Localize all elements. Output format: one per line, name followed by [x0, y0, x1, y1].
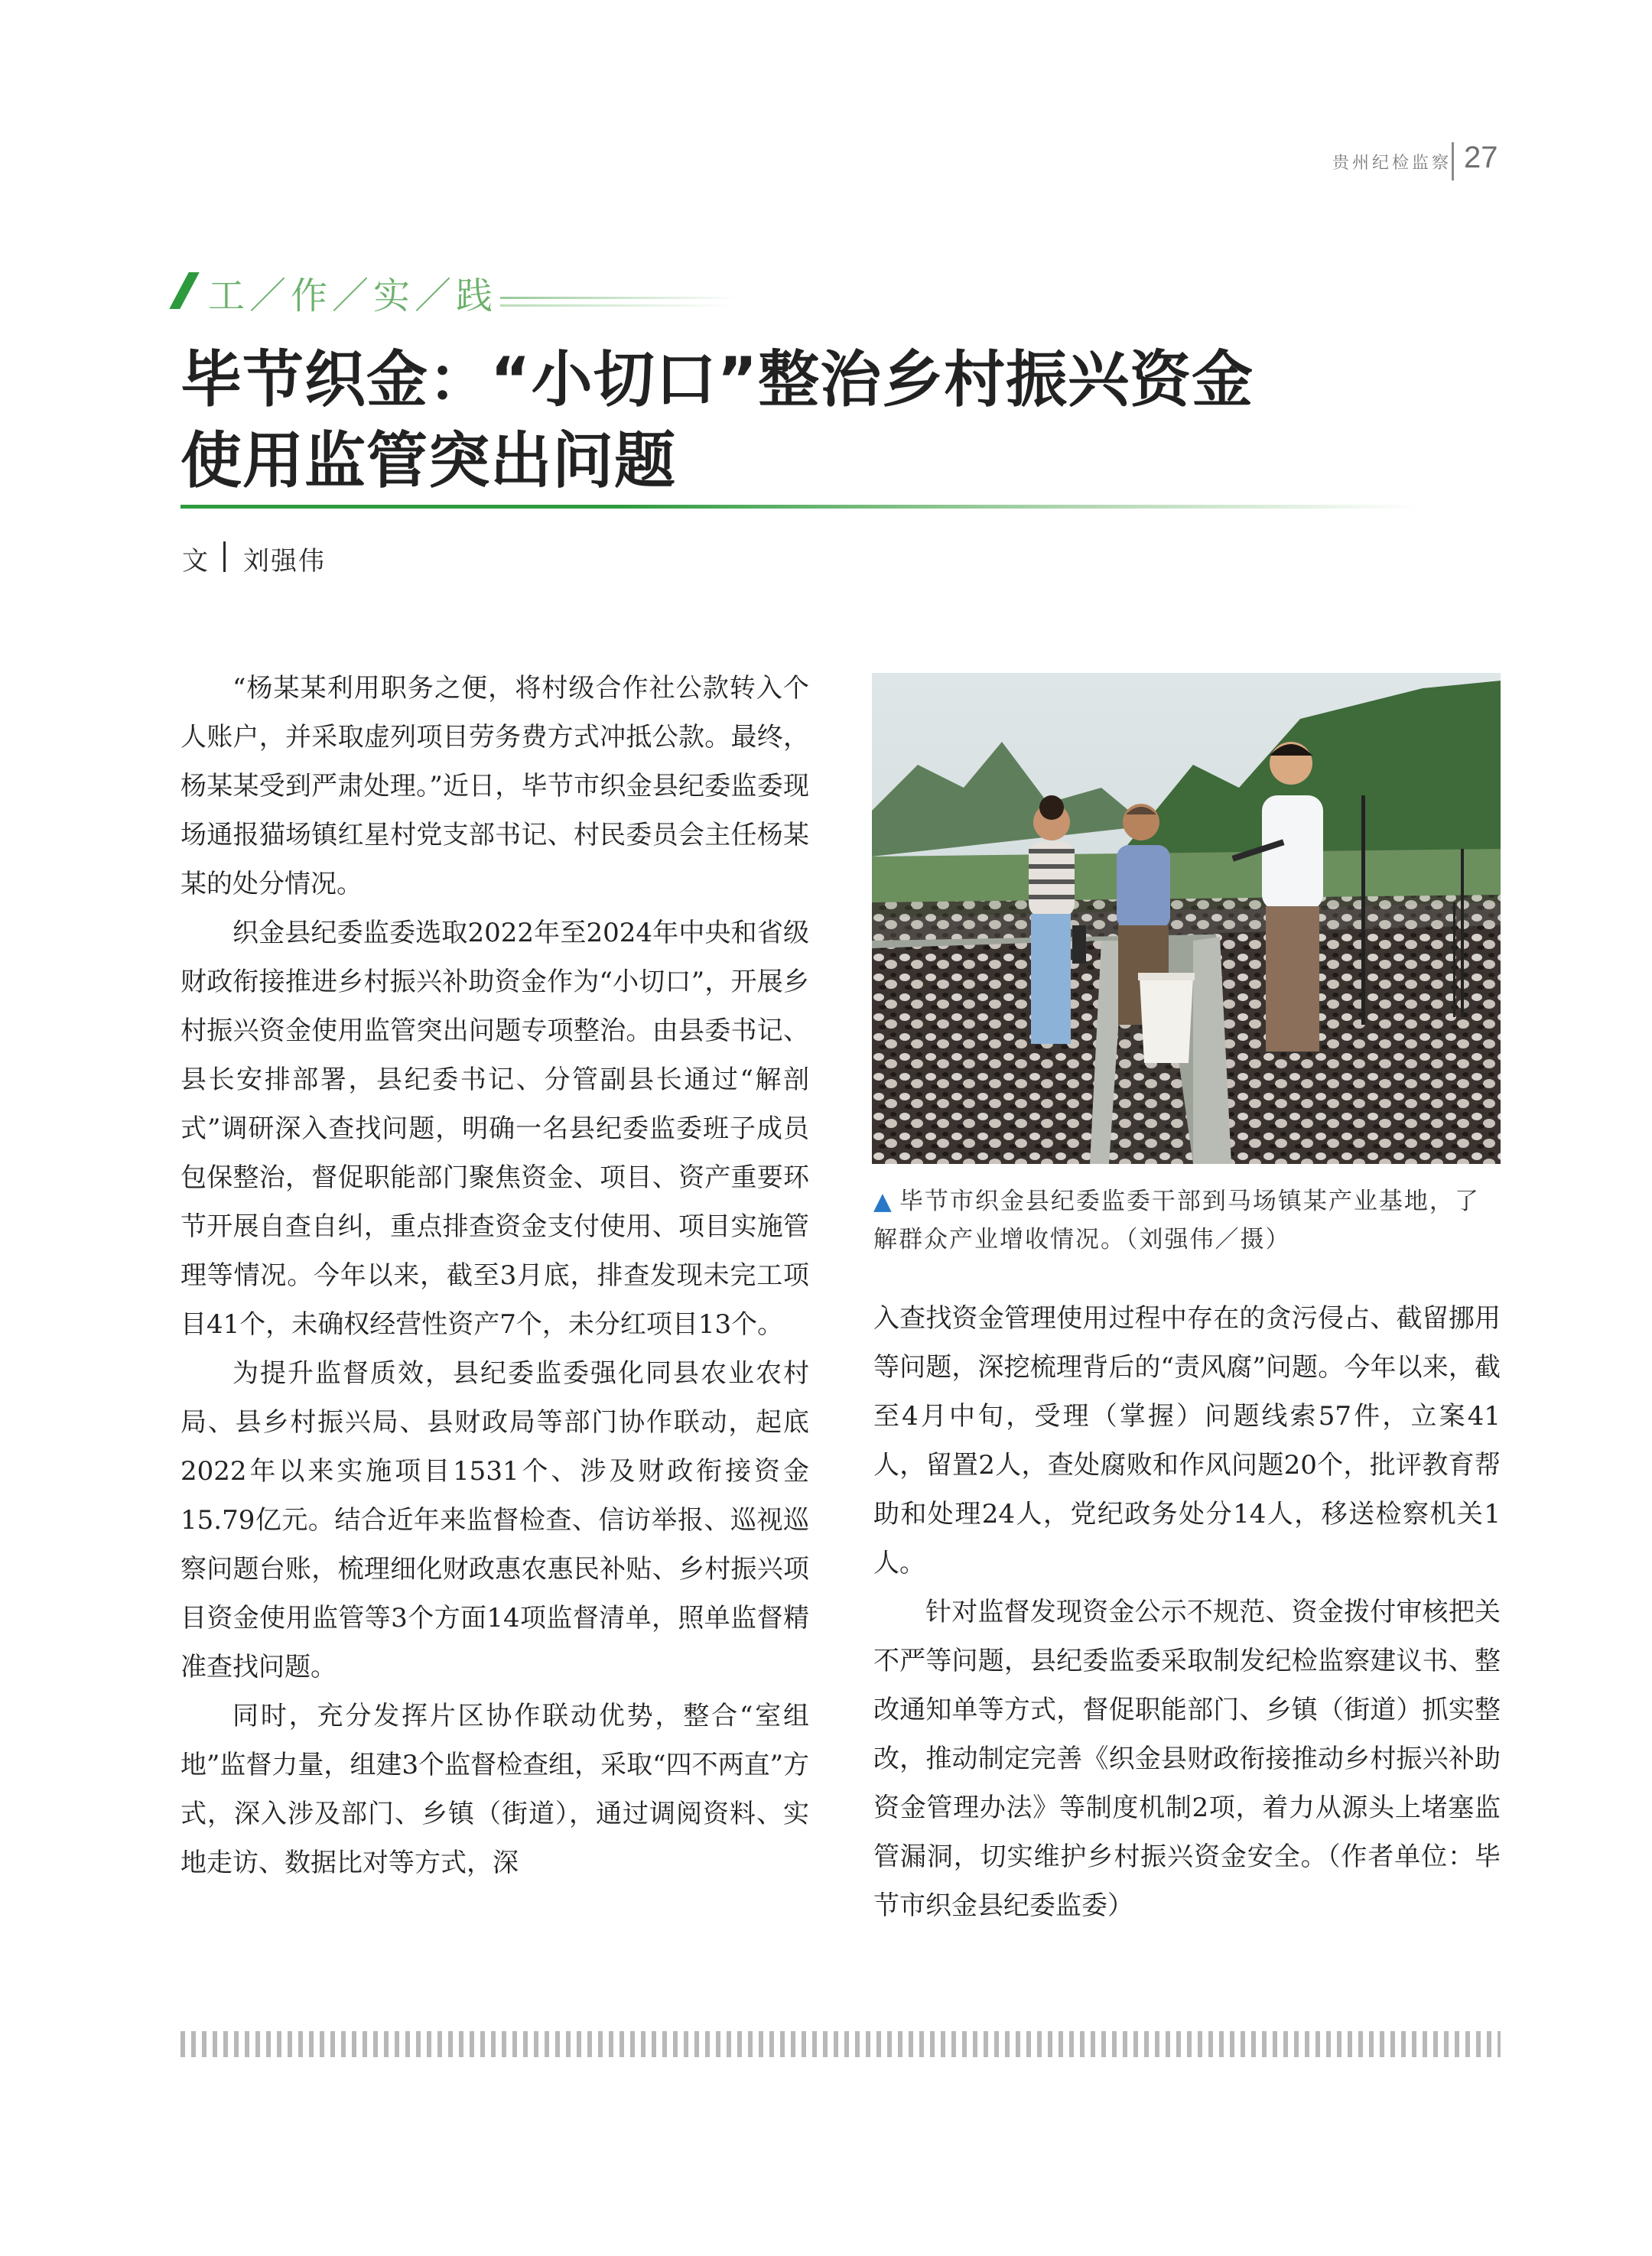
publication-name: 贵州纪检监察 — [1332, 154, 1452, 173]
caption-text: 毕节市织金县纪委监委干部到马场镇某产业基地，了解群众产业增收情况。（刘强伟／摄） — [873, 1188, 1480, 1253]
body-paragraph: “杨某某利用职务之便，将村级合作社公款转入个人账户，并采取虚列项目劳务费方式冲抵公款。最终，杨某某受到严肃处理。”近日，毕节市织金县纪委监委现场通报猫场镇红星村党支部书记、村民委员会主任杨某某的处分情况。 — [180, 673, 809, 899]
byline-author: 刘强伟 — [243, 546, 326, 577]
title-line-2: 使用监管突出问题 — [180, 425, 676, 496]
footer-barcode-strip — [180, 2031, 1501, 2057]
title-line-1: 毕节织金：“小切口”整治乡村振兴资金 — [180, 344, 1254, 415]
section-label: 工／作／实／践 — [208, 275, 498, 317]
section-decor-line — [500, 304, 737, 307]
title-underline — [180, 505, 1419, 509]
article-photo — [872, 673, 1501, 1164]
body-paragraph: 织金县纪委监委选取2022年至2024年中央和省级财政衔接推进乡村振兴补助资金作为“小切口”，开展乡村振兴资金使用监管突出问题专项整治。由县委书记、县长安排部署，县纪委书记、分管副县长通过“解剖式”调研深入查找问题，明确一名县纪委监委班子成员包保整治，督促职能部门聚焦资金、项目、资产重要环节开展自查自纠，重点排查资金支付使用、项目实施管理等情况。今年以来，截至3月底，排查发现未完工项目41个，未确权经营性资产7个，未分红项目13个。 — [180, 918, 809, 1340]
body-paragraph: 同时，充分发挥片区协作联动优势，整合“室组地”监督力量，组建3个监督检查组，采取“四不两直”方式，深入涉及部门、乡镇（街道），通过调阅资料、实地走访、数据比对等方式，深 — [180, 1701, 809, 1878]
body-paragraph-continued: 入查找资金管理使用过程中存在的贪污侵占、截留挪用等问题，深挖梳理背后的“责风腐”问题。今年以来，截至4月中旬，受理（掌握）问题线索57件，立案41人，留置2人，查处腐败和作风问题20个，批评教育帮助和处理24人，党纪政务处分14人，移送检察机关1人。 — [873, 1303, 1501, 1578]
left-column — [180, 664, 809, 1887]
body-paragraph: 针对监督发现资金公示不规范、资金拨付审核把关不严等问题，县纪委监委采取制发纪检监察建议书、整改通知单等方式，督促职能部门、乡镇（街道）抓实整改，推动制定完善《织金县财政衔接推动乡村振兴补助资金管理办法》等制度机制2项，着力从源头上堵塞监管漏洞，切实维护乡村振兴资金安全。（作者单位：毕节市织金县纪委监委） — [873, 1597, 1501, 1921]
article-title — [180, 340, 1496, 502]
header-divider — [1452, 142, 1454, 180]
section-slash-icon — [169, 272, 200, 309]
byline-label: 文 — [182, 546, 208, 577]
body-paragraph: 为提升监督质效，县纪委监委强化同县农业农村局、县乡村振兴局、县财政局等部门协作联动，起底2022年以来实施项目1531个、涉及财政衔接资金15.79亿元。结合近年来监督检查、信访举报、巡视巡察问题台账，梳理细化财政惠农惠民补贴、乡村振兴项目资金使用监管等3个方面14项监督清单，照单监督精准查找问题。 — [180, 1358, 809, 1682]
photo-caption — [873, 1182, 1502, 1259]
section-decor-line — [500, 297, 737, 299]
photo-fungus-farm — [872, 673, 1501, 1164]
byline-divider — [223, 541, 226, 572]
caption-triangle-icon: ▲ — [873, 1188, 893, 1215]
right-column — [873, 1294, 1501, 1930]
page-number: 27 — [1464, 141, 1498, 174]
